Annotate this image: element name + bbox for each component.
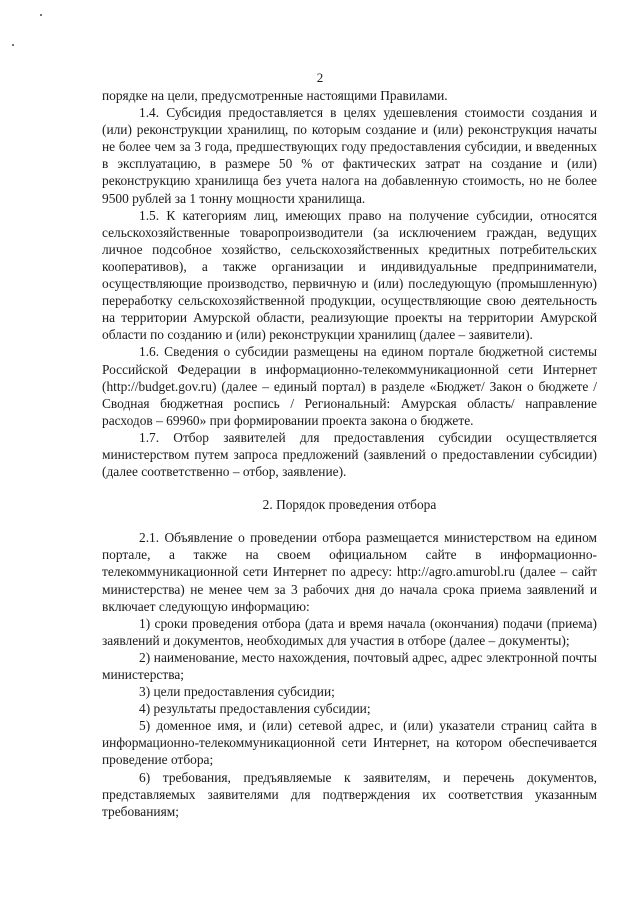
list-item-1: 1) сроки проведения отбора (дата и время начала (окончания) подачи (приема) заявлений и документов, необходимых для участия в отборе (далее – документы);	[102, 615, 597, 648]
paragraph-2-1: 2.1. Объявление о проведении отбора размещается министерством на едином портале, а также на своем официальном сайте в информационно-телекоммуникационной сети Интернет по адресу: http://agro.amurobl.ru (далее – сайт министерства) не менее чем за 3 рабочих дня до начала срока приема заявлений и включает следующую информацию:	[102, 530, 597, 614]
paragraph-1-7: 1.7. Отбор заявителей для предоставления субсидии осуществляется министерством путем запроса предложений (заявлений о предоставлении субсидии) (далее соответственно – отбор, заявление).	[102, 429, 597, 480]
list-item-2: 2) наименование, место нахождения, почтовый адрес, адрес электронной почты министерства;	[102, 649, 597, 682]
paragraph-1-5: 1.5. К категориям лиц, имеющих право на получение субсидии, относятся сельскохозяйственные товаропроизводители (за исключением граждан, ведущих личное подсобное хозяйство, сельскохозяйственных кредитных потребительских кооперативов), а также организации и индивидуальные предприниматели, осуществляющие производство, первичную и (или) последующую (промышленную) переработку сельскохозяйственной продукции, осуществляющие свою деятельность на территории Амурской области, реализующие проекты на территории Амурской области по созданию и (или) реконструкции хранилищ (далее – заявители).	[102, 207, 597, 343]
paragraph-1-6: 1.6. Сведения о субсидии размещены на едином портале бюджетной системы Российской Федерации в информационно-телекоммуникационной сети Интернет (http://budget.gov.ru) (далее – единый портал) в разделе «Бюджет/ Закон о бюджете / Сводная бюджетная роспись / Региональный: Амурская область/ направление расходов – 69960» при формировании проекта закона о бюджете.	[102, 344, 597, 428]
paragraph-continuation: порядке на цели, предусмотренные настоящими Правилами.	[102, 88, 448, 103]
scan-speck	[40, 14, 42, 16]
list-item-4: 4) результаты предоставления субсидии;	[139, 701, 371, 717]
section-heading: 2. Порядок проведения отбора	[262, 497, 437, 513]
scan-speck	[12, 44, 14, 46]
list-item-6: 6) требования, предъявляемые к заявителям, и перечень документов, представляемых заявителями для подтверждения их соответствия указанным требованиям;	[102, 769, 597, 819]
paragraph-1-4: 1.4. Субсидия предоставляется в целях удешевления стоимости создания и (или) реконструкции хранилищ, по которым создание и (или) реконструкция начаты не более чем за 3 года, предшествующих году предоставления субсидии, и введенных в эксплуатацию, в размере 50 % от фактических затрат на создание и (или) реконструкцию хранилища без учета налога на добавленную стоимость, но не более 9500 рублей за 1 тонну мощности хранилища.	[102, 105, 597, 206]
document-body	[102, 87, 597, 820]
page-number: 2	[316, 70, 324, 85]
list-item-5: 5) доменное имя, и (или) сетевой адрес, и (или) указатели страниц сайта в информационно-телекоммуникационной сети Интернет, на котором обеспечивается проведение отбора;	[102, 718, 597, 768]
list-item-3: 3) цели предоставления субсидии;	[139, 684, 335, 700]
